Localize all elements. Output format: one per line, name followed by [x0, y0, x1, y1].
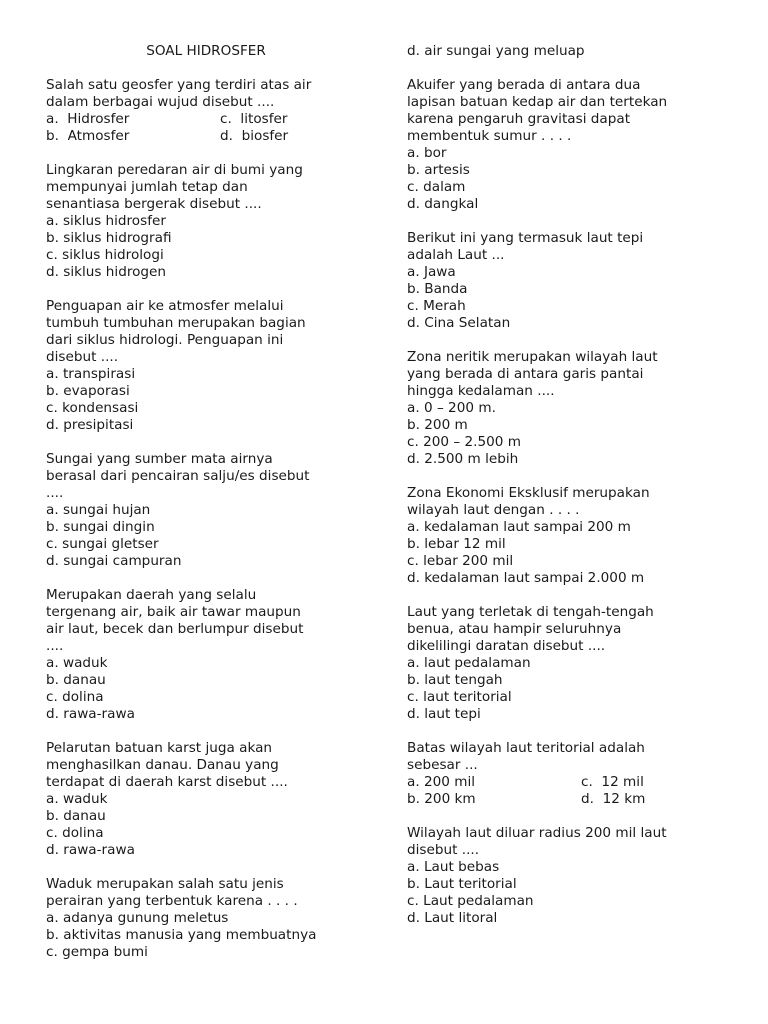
answer-option: b. sungai dingin: [46, 519, 155, 535]
question-text: hingga kedalaman ....: [407, 383, 555, 399]
answer-option: d. siklus hidrogen: [46, 264, 167, 280]
question-text: terdapat di daerah karst disebut ....: [46, 774, 288, 790]
question-text: Waduk merupakan salah satu jenis: [46, 876, 284, 892]
answer-option: d. biosfer: [220, 128, 289, 144]
answer-option: b. evaporasi: [46, 383, 130, 399]
question-text: wilayah laut dengan . . . .: [407, 502, 580, 518]
question-text: Batas wilayah laut teritorial adalah: [407, 740, 645, 756]
spacer: [407, 723, 737, 740]
answer-option: d. 2.500 m lebih: [407, 451, 519, 467]
answer-option: d. laut tepi: [407, 706, 481, 722]
question-text: Wilayah laut diluar radius 200 mil laut: [407, 825, 667, 841]
answer-option: d. rawa-rawa: [46, 842, 135, 858]
question-text: Penguapan air ke atmosfer melalui: [46, 298, 284, 314]
answer-option: a. waduk: [46, 655, 108, 671]
answer-option: a. kedalaman laut sampai 200 m: [407, 519, 631, 535]
question-block: [46, 451, 376, 570]
question-text: disebut ....: [46, 349, 119, 365]
question-text: senantiasa bergerak disebut ....: [46, 196, 262, 212]
answer-option: b. Laut teritorial: [407, 876, 517, 892]
answer-option: a. siklus hidrosfer: [46, 213, 166, 229]
answer-option-row: [46, 128, 376, 145]
answer-option: a. bor: [407, 145, 447, 161]
answer-option: c. litosfer: [220, 111, 288, 127]
question-text: Lingkaran peredaran air di bumi yang: [46, 162, 303, 178]
answer-option: a. 0 – 200 m.: [407, 400, 496, 416]
question-block: [46, 740, 376, 859]
question-block: [407, 485, 737, 587]
answer-option: c. sungai gletser: [46, 536, 159, 552]
answer-option: c. dolina: [46, 825, 104, 841]
answer-option: d. Laut litoral: [407, 910, 498, 926]
spacer: [407, 468, 737, 485]
question-block: [46, 876, 376, 961]
answer-option: a. Jawa: [407, 264, 456, 280]
question-text: ....: [46, 485, 64, 501]
question-text: ....: [46, 638, 64, 654]
answer-option: b. danau: [46, 672, 106, 688]
answer-option: d. Cina Selatan: [407, 315, 511, 331]
question-block: [407, 349, 737, 468]
answer-option: d. air sungai yang meluap: [407, 43, 585, 59]
right-column: [407, 43, 737, 927]
answer-option: b. 200 m: [407, 417, 468, 433]
answer-option: d. rawa-rawa: [46, 706, 135, 722]
answer-option: a. Hidrosfer: [46, 111, 130, 127]
question-text: membentuk sumur . . . .: [407, 128, 572, 144]
answer-option-row: [46, 111, 376, 128]
answer-option: d. 12 km: [581, 791, 646, 807]
answer-option: c. kondensasi: [46, 400, 139, 416]
answer-option: c. laut teritorial: [407, 689, 512, 705]
question-text: Merupakan daerah yang selalu: [46, 587, 257, 603]
question-text: mempunyai jumlah tetap dan: [46, 179, 248, 195]
answer-option: c. lebar 200 mil: [407, 553, 514, 569]
question-block: [407, 230, 737, 332]
answer-option: c. dalam: [407, 179, 466, 195]
spacer: [46, 60, 376, 77]
answer-option: c. dolina: [46, 689, 104, 705]
question-text: Akuifer yang berada di antara dua: [407, 77, 641, 93]
question-text: Laut yang terletak di tengah-tengah: [407, 604, 654, 620]
question-text: menghasilkan danau. Danau yang: [46, 757, 279, 773]
spacer: [46, 434, 376, 451]
question-text: adalah Laut ...: [407, 247, 505, 263]
question-text: berasal dari pencairan salju/es disebut: [46, 468, 310, 484]
question-block: [407, 77, 737, 213]
answer-option: b. 200 km: [407, 791, 476, 807]
answer-option: c. 12 mil: [581, 774, 644, 790]
answer-option: a. Laut bebas: [407, 859, 500, 875]
question-block: [407, 604, 737, 723]
question-text: tumbuh tumbuhan merupakan bagian: [46, 315, 306, 331]
answer-option: b. laut tengah: [407, 672, 503, 688]
question-block: [46, 298, 376, 434]
spacer: [407, 808, 737, 825]
question-text: disebut ....: [407, 842, 480, 858]
spacer: [407, 332, 737, 349]
answer-option: b. Atmosfer: [46, 128, 130, 144]
answer-option: d. kedalaman laut sampai 2.000 m: [407, 570, 645, 586]
left-column: [46, 43, 376, 961]
question-text: yang berada di antara garis pantai: [407, 366, 644, 382]
question-text: sebesar ...: [407, 757, 478, 773]
question-block: [46, 77, 376, 145]
spacer: [46, 859, 376, 876]
question-block: [407, 43, 737, 60]
answer-option: b. aktivitas manusia yang membuatnya: [46, 927, 317, 943]
answer-option: c. 200 – 2.500 m: [407, 434, 521, 450]
spacer: [46, 281, 376, 298]
answer-option: a. transpirasi: [46, 366, 136, 382]
question-text: dari siklus hidrologi. Penguapan ini: [46, 332, 284, 348]
answer-option-row: [407, 791, 737, 808]
answer-option: d. sungai campuran: [46, 553, 182, 569]
question-text: Pelarutan batuan karst juga akan: [46, 740, 273, 756]
answer-option: c. Merah: [407, 298, 466, 314]
question-block: [407, 825, 737, 927]
page-title: SOAL HIDROSFER: [146, 43, 266, 59]
question-block: [46, 587, 376, 723]
question-text: dikelilingi daratan disebut ....: [407, 638, 606, 654]
question-text: Zona neritik merupakan wilayah laut: [407, 349, 658, 365]
spacer: [46, 145, 376, 162]
answer-option: a. sungai hujan: [46, 502, 151, 518]
question-text: Sungai yang sumber mata airnya: [46, 451, 273, 467]
answer-option: c. siklus hidrologi: [46, 247, 164, 263]
question-block: [407, 740, 737, 808]
question-text: perairan yang terbentuk karena . . . .: [46, 893, 298, 909]
answer-option: c. gempa bumi: [46, 944, 148, 960]
answer-option: b. lebar 12 mil: [407, 536, 506, 552]
spacer: [407, 587, 737, 604]
question-text: Berikut ini yang termasuk laut tepi: [407, 230, 644, 246]
answer-option: b. Banda: [407, 281, 468, 297]
answer-option: b. artesis: [407, 162, 470, 178]
answer-option-row: [407, 774, 737, 791]
answer-option: b. siklus hidrografi: [46, 230, 172, 246]
answer-option: a. adanya gunung meletus: [46, 910, 229, 926]
question-text: air laut, becek dan berlumpur disebut: [46, 621, 304, 637]
answer-option: a. waduk: [46, 791, 108, 807]
answer-option: a. laut pedalaman: [407, 655, 531, 671]
spacer: [407, 60, 737, 77]
question-text: Zona Ekonomi Eksklusif merupakan: [407, 485, 650, 501]
question-text: lapisan batuan kedap air dan tertekan: [407, 94, 668, 110]
question-text: benua, atau hampir seluruhnya: [407, 621, 622, 637]
answer-option: b. danau: [46, 808, 106, 824]
question-text: dalam berbagai wujud disebut ....: [46, 94, 275, 110]
question-text: Salah satu geosfer yang terdiri atas air: [46, 77, 312, 93]
answer-option: d. dangkal: [407, 196, 479, 212]
question-block: [46, 162, 376, 281]
question-text: tergenang air, baik air tawar maupun: [46, 604, 301, 620]
spacer: [407, 213, 737, 230]
answer-option: c. Laut pedalaman: [407, 893, 534, 909]
question-text: karena pengaruh gravitasi dapat: [407, 111, 631, 127]
answer-option: a. 200 mil: [407, 774, 476, 790]
spacer: [46, 570, 376, 587]
answer-option: d. presipitasi: [46, 417, 134, 433]
spacer: [46, 723, 376, 740]
